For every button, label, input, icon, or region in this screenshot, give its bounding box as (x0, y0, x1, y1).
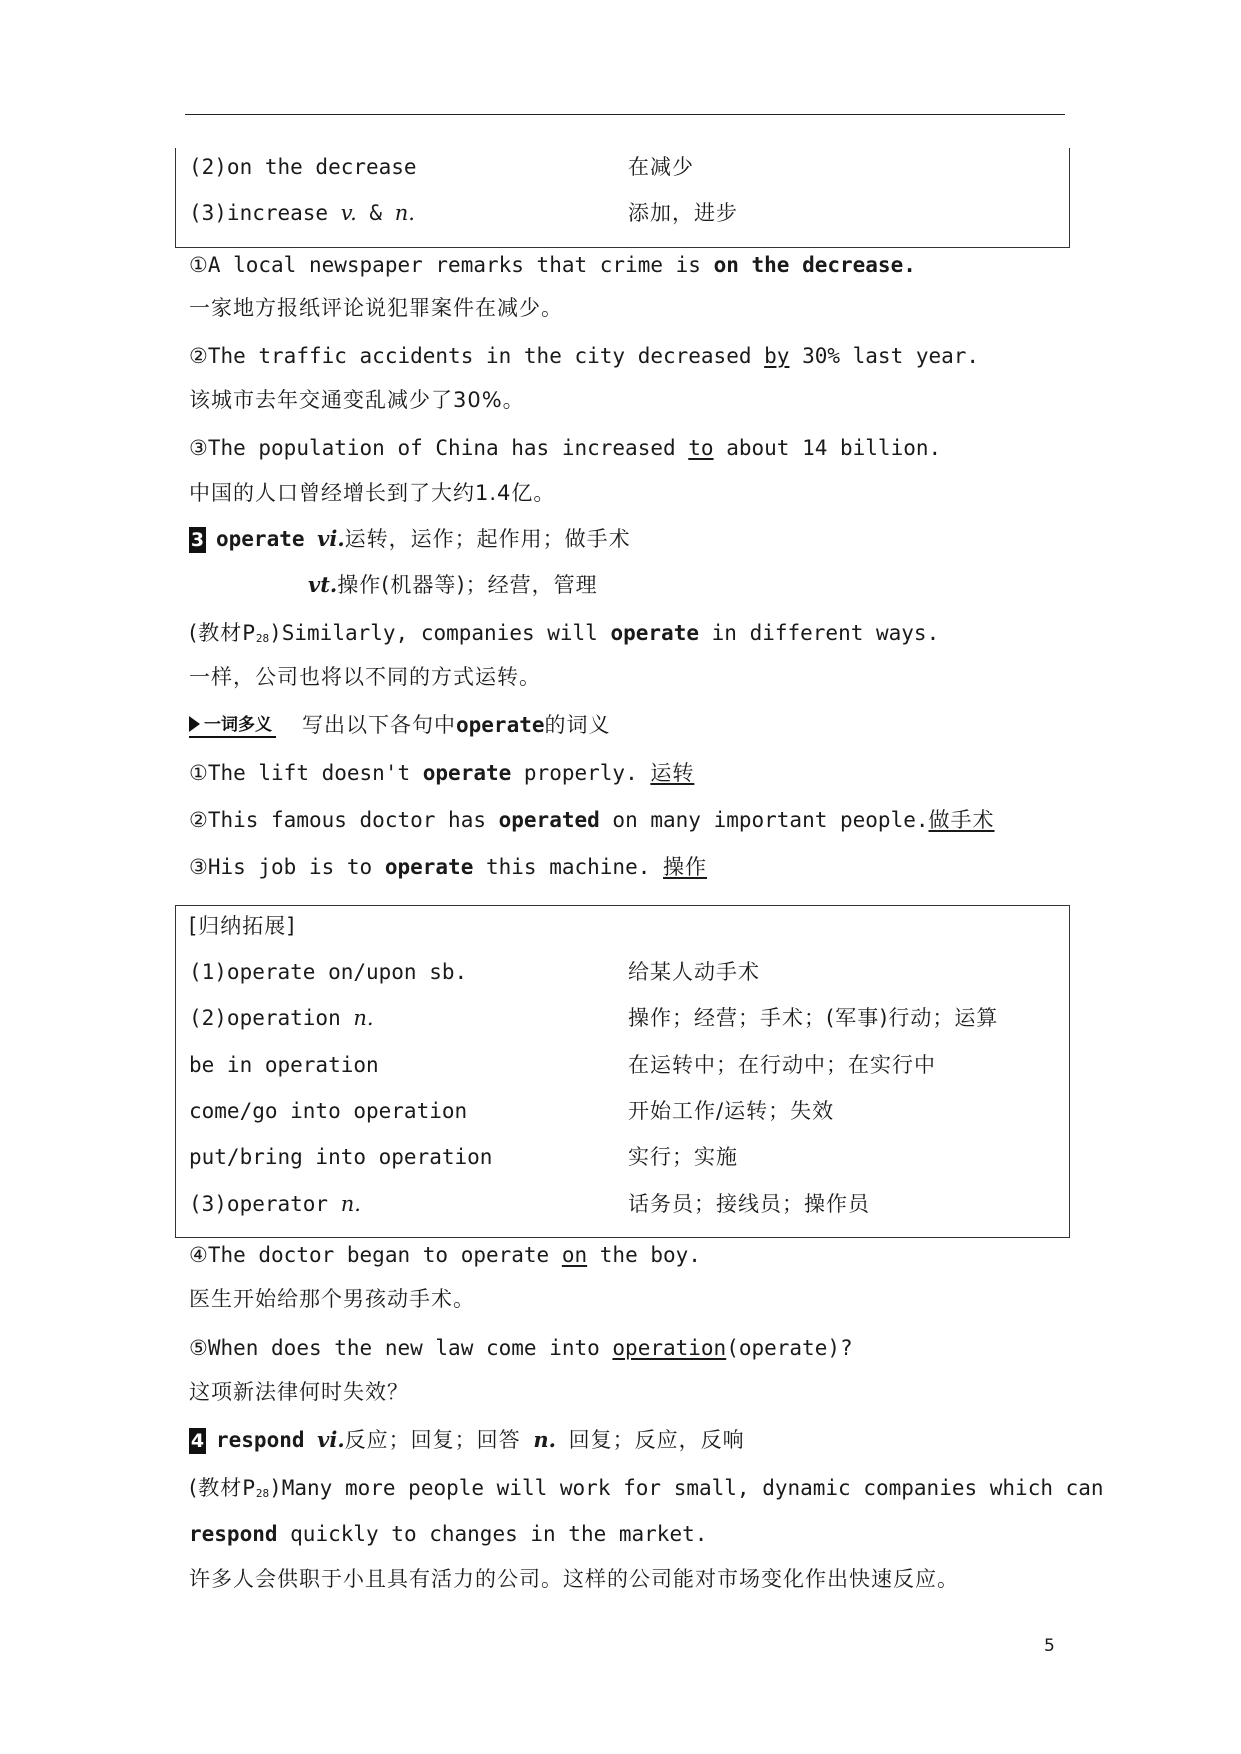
multi-item-2: ②This famous doctor has operated on many important people.做手术 (189, 808, 995, 832)
entry-operate-heading: 3 operate vi.运转，运作；起作用；做手术 (190, 526, 631, 551)
example-1-en: ①A local newspaper remarks that crime is on the decrease. (189, 253, 916, 277)
entry-respond-source: (教材P28)Many more people will work for small, dynamic companies which can (189, 1476, 1104, 1500)
example-2-cn: 该城市去年交通变乱减少了30%。 (189, 388, 525, 412)
entry-operate-source-cn: 一样，公司也将以不同的方式运转。 (189, 665, 541, 689)
entry-operate-vt: vt.操作(机器等)；经营，管理 (308, 572, 598, 597)
example-3-en: ③The population of China has increased to about 14 billion. (189, 436, 942, 460)
entry-respond-heading: 4 respond vi.反应；回复；回答 n. 回复；反应，反响 (190, 1427, 745, 1452)
expansion-row-3-cn: 在运转中；在行动中；在实行中 (628, 1053, 936, 1077)
expansion-row-3-en: be in operation (189, 1053, 379, 1077)
example-4-en: ④The doctor began to operate on the boy. (189, 1243, 701, 1267)
triangle-icon (189, 716, 200, 732)
example-1-cn: 一家地方报纸评论说犯罪案件在减少。 (189, 296, 563, 320)
expansion-row-5-en: put/bring into operation (189, 1145, 493, 1169)
entry-operate-source: (教材P28)Similarly, companies will operate in different ways. (189, 621, 940, 645)
example-5-en: ⑤When does the new law come into operation(operate)? (189, 1336, 853, 1360)
example-3-cn: 中国的人口曾经增长到了大约1.4亿。 (189, 481, 556, 505)
expansion-row-2-cn: 操作；经营；手术；(军事)行动；运算 (628, 1006, 999, 1030)
page-number: 5 (1044, 1636, 1055, 1656)
expansion-row-2-en: (2)operation n. (189, 1006, 374, 1030)
expansion-row-1-cn: 给某人动手术 (628, 960, 760, 984)
multi-meaning-tag: 一词多义 (189, 714, 276, 738)
expansion-row-5-cn: 实行；实施 (628, 1145, 738, 1169)
box1-row-3-en: (3)increase v. & n. (189, 201, 415, 225)
entry-respond-source-cont: respond quickly to changes in the market. (189, 1522, 708, 1546)
multi-meaning-instruction: 一词多义 写出以下各句中operate的词义 (189, 710, 611, 740)
multi-item-3: ③His job is to operate this machine. 操作 (189, 855, 708, 879)
entry-respond-source-cn: 许多人会供职于小且具有活力的公司。这样的公司能对市场变化作出快速反应。 (189, 1567, 959, 1591)
expansion-heading: [归纳拓展] (189, 914, 296, 938)
expansion-row-6-en: (3)operator n. (189, 1192, 361, 1216)
example-2-en: ②The traffic accidents in the city decreased by 30% last year. (189, 344, 980, 368)
header-rule (185, 114, 1065, 115)
box1-row-2-cn: 在减少 (628, 155, 694, 179)
example-4-cn: 医生开始给那个男孩动手术。 (189, 1287, 475, 1311)
example-5-cn: 这项新法律何时失效？ (189, 1380, 409, 1404)
multi-item-1: ①The lift doesn't operate properly. 运转 (189, 761, 695, 785)
box1-row-3-cn: 添加，进步 (628, 201, 738, 225)
entry-number-badge: 3 (190, 529, 205, 551)
entry-number-badge: 4 (190, 1430, 205, 1452)
expansion-row-4-cn: 开始工作/运转；失效 (628, 1099, 835, 1123)
expansion-row-6-cn: 话务员；接线员；操作员 (628, 1192, 870, 1216)
expansion-row-4-en: come/go into operation (189, 1099, 468, 1123)
box1-row-2-en: (2)on the decrease (189, 155, 417, 179)
expansion-row-1-en: (1)operate on/upon sb. (189, 960, 468, 984)
